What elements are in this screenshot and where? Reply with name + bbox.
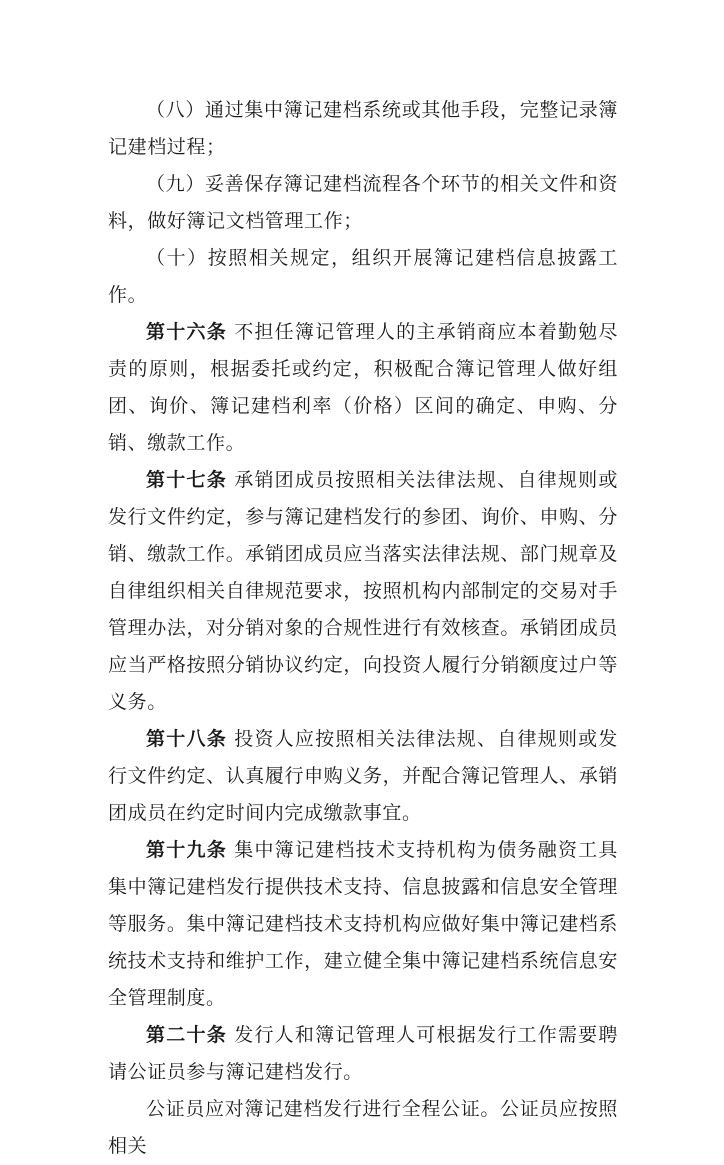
article-17-paragraph	[108, 462, 618, 721]
document-body	[108, 92, 618, 1165]
clause-8-paragraph	[108, 92, 618, 166]
article-17-title: 第十七条	[146, 469, 227, 491]
article-16-title: 第十六条	[146, 321, 227, 343]
paragraph-text: （十）按照相关规定，组织开展簿记建档信息披露工作。	[108, 247, 618, 306]
article-16-paragraph	[108, 314, 618, 462]
paragraph-text: 集中簿记建档技术支持机构为债务融资工具集中簿记建档发行提供技术支持、信息披露和信息安全管理等服务。集中簿记建档技术支持机构应做好集中簿记建档系统技术支持和维护工作，建立健全集中簿记建档系统信息安全管理制度。	[108, 839, 619, 1009]
article-19-paragraph	[108, 832, 618, 1017]
paragraph-text: 投资人应按照相关法律法规、自律规则或发行文件约定、认真履行申购义务，并配合簿记管理人、承销团成员在约定时间内完成缴款事宜。	[108, 728, 619, 824]
notary-paragraph	[108, 1091, 618, 1165]
article-18-paragraph	[108, 721, 618, 832]
paragraph-text: 不担任簿记管理人的主承销商应本着勤勉尽责的原则，根据委托或约定，积极配合簿记管理人做好组团、询价、簿记建档利率（价格）区间的确定、申购、分销、缴款工作。	[108, 321, 619, 454]
paragraph-text: 公证员应对簿记建档发行进行全程公证。公证员应按照相关	[108, 1098, 618, 1157]
article-19-title: 第十九条	[146, 839, 227, 861]
paragraph-text: （八）通过集中簿记建档系统或其他手段，完整记录簿记建档过程；	[108, 99, 618, 158]
paragraph-text: 发行人和簿记管理人可根据发行工作需要聘请公证员参与簿记建档发行。	[108, 1024, 619, 1083]
paragraph-text: （九）妥善保存簿记建档流程各个环节的相关文件和资料，做好簿记文档管理工作；	[108, 173, 618, 232]
clause-10-paragraph	[108, 240, 618, 314]
paragraph-text: 承销团成员按照相关法律法规、自律规则或发行文件约定，参与簿记建档发行的参团、询价、申购、分销、缴款工作。承销团成员应当落实法律法规、部门规章及自律组织相关自律规范要求，按照机构内部制定的交易对手管理办法，对分销对象的合规性进行有效核查。承销团成员应当严格按照分销协议约定，向投资人履行分销额度过户等义务。	[108, 469, 619, 713]
clause-9-paragraph	[108, 166, 618, 240]
article-20-paragraph	[108, 1017, 618, 1091]
article-18-title: 第十八条	[146, 728, 227, 750]
article-20-title: 第二十条	[146, 1024, 227, 1046]
